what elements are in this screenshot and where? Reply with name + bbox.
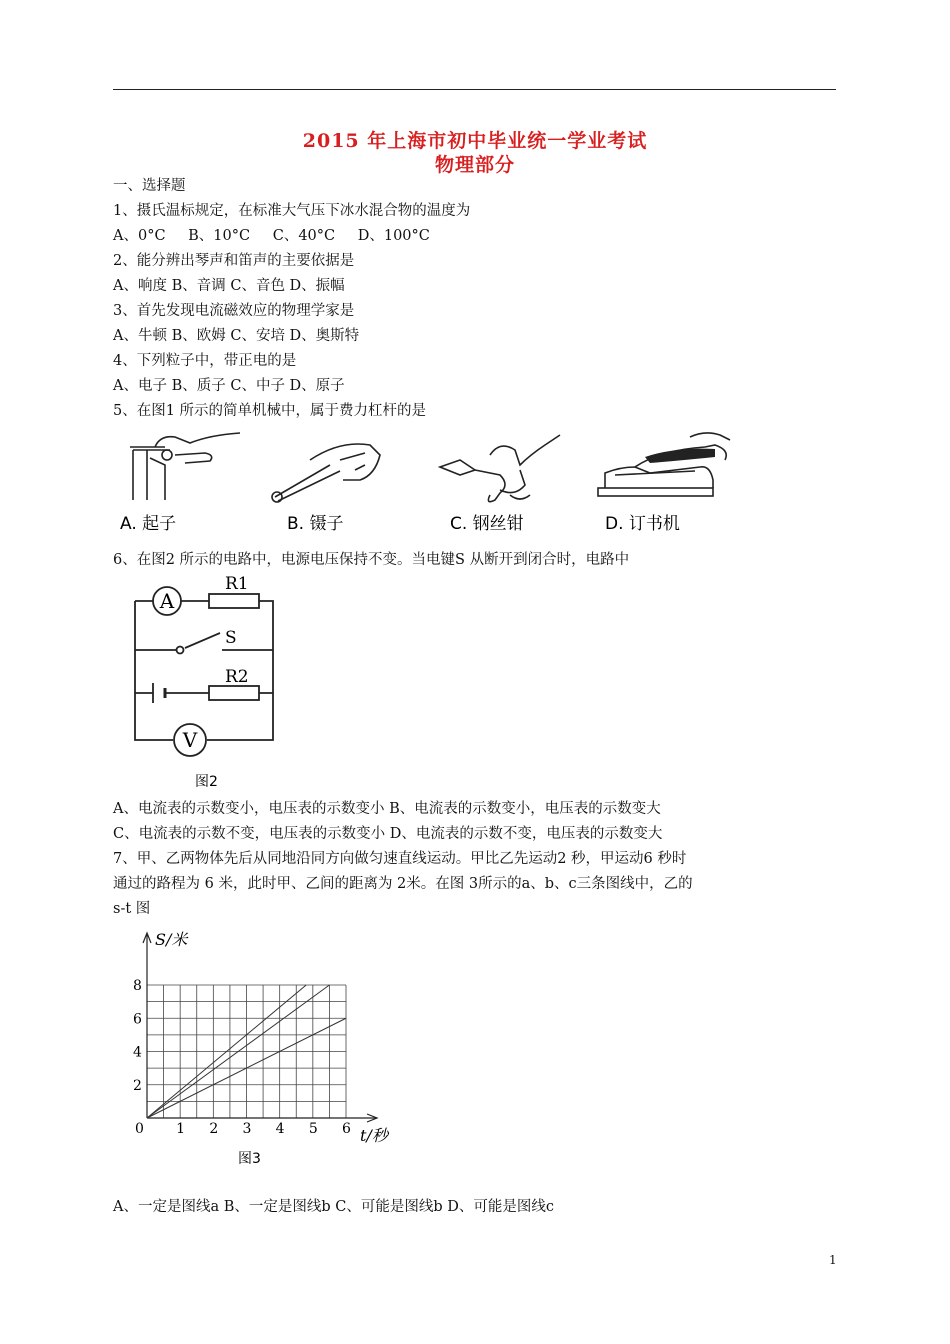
- q5-label-a: A. 起子: [120, 514, 177, 534]
- exam-subtitle: 物理部分: [434, 154, 515, 176]
- q7-stem-line3: s-t 图: [113, 901, 151, 917]
- header-rule: [113, 89, 836, 90]
- resistor-r2: [209, 686, 259, 700]
- q1-stem: 1、摄氏温标规定，在标准大气压下冰水混合物的温度为: [113, 203, 471, 219]
- q4-stem: 4、下列粒子中，带正电的是: [113, 353, 297, 369]
- chart-y-axis-label: S/米: [155, 930, 188, 949]
- q7-stem-line1: 7、甲、乙两物体先后从同地沿同方向做匀速直线运动。甲比乙先运动2 秒，甲运动6 秒时: [113, 851, 687, 867]
- x-tick-label: 5: [308, 1121, 318, 1137]
- section-heading: 一、选择题: [113, 178, 186, 194]
- q3-options: A、牛顿 B、欧姆 C、安培 D、奥斯特: [113, 328, 360, 344]
- q3-stem: 3、首先发现电流磁效应的物理学家是: [113, 303, 355, 319]
- figure-2-circuit: [125, 575, 285, 795]
- stapler-drawing: [598, 433, 730, 496]
- q6-options-line1: A、电流表的示数变小，电压表的示数变小 B、电流表的示数变小，电压表的示数变大: [113, 801, 661, 817]
- bottle-opener-drawing: [130, 433, 240, 500]
- r1-label: R1: [225, 575, 249, 594]
- y-tick-label: 4: [133, 1044, 142, 1061]
- resistor-r1: [209, 594, 259, 608]
- page-number: 1: [829, 1253, 837, 1267]
- q2-options: A、响度 B、音调 C、音色 D、振幅: [113, 278, 345, 294]
- q7-options: A、一定是图线a B、一定是图线b C、可能是图线b D、可能是图线c: [113, 1199, 555, 1215]
- switch-pivot: [177, 647, 184, 654]
- x-tick-label: 6: [342, 1121, 351, 1137]
- x-tick-label: 4: [275, 1121, 285, 1137]
- q1-options: [113, 227, 430, 245]
- stapler-hand-shade: [645, 449, 715, 463]
- chart-axes: [143, 933, 377, 1122]
- x-tick-label: 1: [176, 1121, 186, 1137]
- q5-stem: 5、在图1 所示的简单机械中，属于费力杠杆的是: [113, 403, 427, 419]
- q1-option-a: A、0°C: [113, 228, 166, 244]
- q4-options: A、电子 B、质子 C、中子 D、原子: [113, 378, 345, 394]
- chart-origin-label: 0: [135, 1121, 144, 1137]
- q2-stem: 2、能分辨出琴声和笛声的主要依据是: [113, 253, 355, 269]
- figure-2-caption: 图2: [195, 774, 218, 790]
- exam-title: 2015 年上海市初中毕业统一学业考试: [302, 130, 648, 152]
- voltmeter-label: V: [182, 728, 198, 752]
- q5-label-b: B. 镊子: [287, 514, 344, 534]
- figure-3-st-chart: [115, 925, 405, 1170]
- switch-label: S: [225, 628, 237, 648]
- q5-label-d: D. 订书机: [605, 514, 680, 534]
- q5-label-c: C. 钢丝钳: [450, 514, 524, 534]
- y-tick-label: 2: [133, 1077, 142, 1094]
- figure-1-tools: [115, 425, 745, 535]
- x-tick-label: 2: [209, 1121, 219, 1137]
- y-tick-label: 8: [133, 978, 142, 994]
- q6-stem: 6、在图2 所示的电路中，电源电压保持不变。当电键S 从断开到闭合时，电路中: [113, 552, 630, 568]
- figure-3-caption: 图3: [238, 1151, 261, 1167]
- pliers-drawing: [440, 435, 560, 502]
- q7-stem-line2: 通过的路程为 6 米，此时甲、乙间的距离为 2米。在图 3所示的a、b、c三条图线中，乙的: [113, 876, 693, 892]
- r2-label: R2: [225, 667, 249, 687]
- q1-option-b: B、10°C: [188, 228, 251, 244]
- q6-options-line2: C、电流表的示数不变，电压表的示数变小 D、电流表的示数不变，电压表的示数变大: [113, 826, 663, 842]
- ammeter-label: A: [159, 589, 175, 613]
- chart-grid: [147, 985, 346, 1118]
- chart-x-axis-label: t/秒: [360, 1126, 388, 1145]
- q1-option-d: D、100°C: [357, 228, 430, 244]
- y-tick-label: 6: [133, 1011, 142, 1028]
- x-tick-label: 3: [242, 1121, 252, 1137]
- q1-option-c: C、40°C: [272, 228, 336, 244]
- tweezers-drawing: [272, 444, 380, 502]
